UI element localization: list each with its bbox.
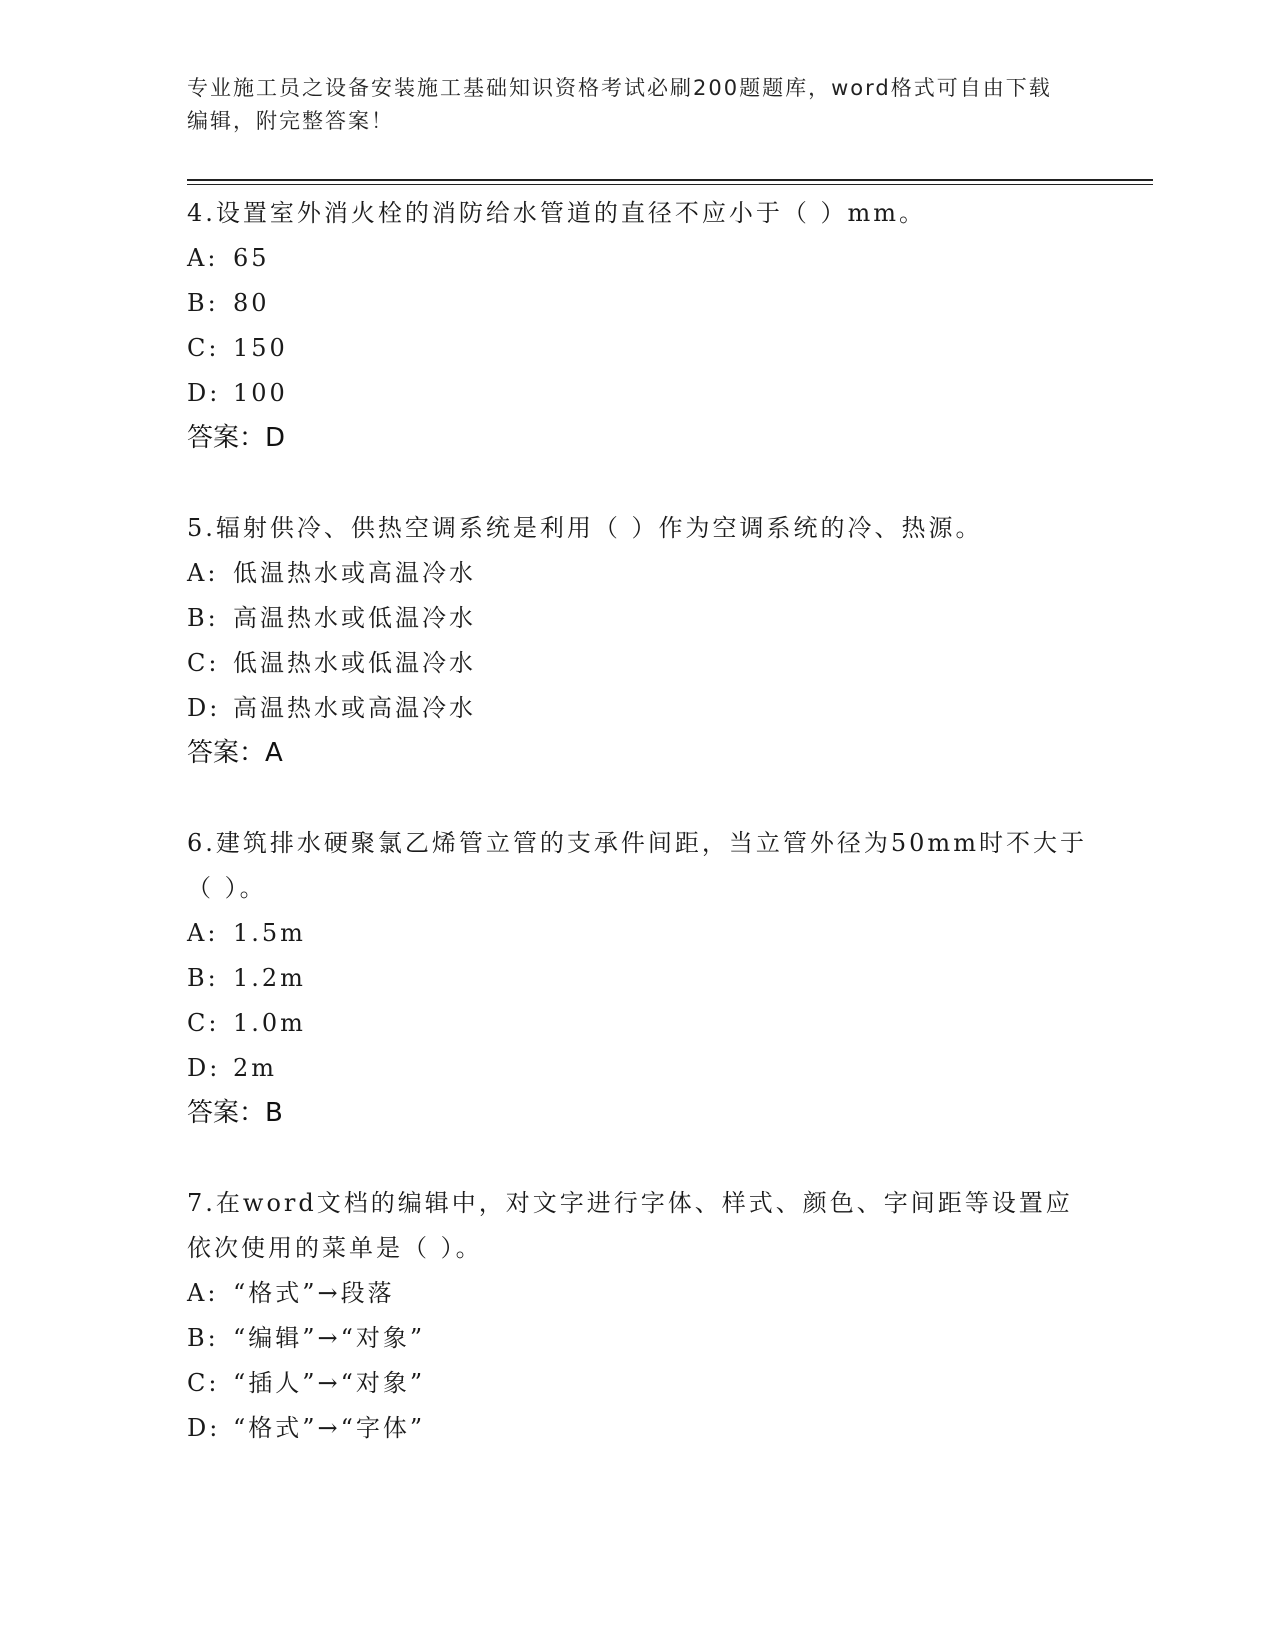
option-c: [187, 1361, 1087, 1406]
option-text: 100: [233, 379, 288, 407]
option-text: 150: [233, 334, 288, 362]
option-letter: D:: [187, 1054, 221, 1082]
option-letter: D:: [187, 1414, 221, 1442]
option-letter: C:: [187, 649, 220, 677]
option-letter: B:: [187, 1324, 219, 1352]
option-c: [187, 641, 1087, 686]
answer-line: 答案：A: [187, 738, 283, 768]
option-text: 高温热水或低温冷水: [233, 604, 476, 632]
option-letter: A:: [187, 919, 219, 947]
option-a: [187, 236, 1087, 281]
answer-line: 答案：B: [187, 1098, 283, 1128]
option-b: [187, 956, 1087, 1001]
option-text: 高温热水或高温冷水: [233, 694, 476, 722]
question-item: [187, 821, 1087, 1136]
option-d: [187, 1046, 1087, 1091]
option-letter: D:: [187, 379, 221, 407]
option-text: 65: [233, 244, 270, 272]
question-stem: 6.建筑排水硬聚氯乙烯管立管的支承件间距，当立管外径为50mm时不大于（ ）。: [187, 829, 1087, 902]
option-text: “格式”→“字体”: [233, 1414, 426, 1442]
answer-line: 答案：D: [187, 423, 286, 453]
option-letter: C:: [187, 334, 220, 362]
option-a: [187, 551, 1087, 596]
option-letter: C:: [187, 1009, 220, 1037]
option-b: [187, 1316, 1087, 1361]
option-letter: A:: [187, 1279, 219, 1307]
option-c: [187, 326, 1087, 371]
option-text: 2m: [233, 1054, 278, 1082]
option-b: [187, 596, 1087, 641]
option-letter: A:: [187, 559, 219, 587]
document-header-title: 专业施工员之设备安装施工基础知识资格考试必刷200题题库，word格式可自由下载编辑，附完整答案！: [187, 76, 1052, 133]
option-text: “格式”→段落: [233, 1279, 395, 1307]
option-letter: B:: [187, 289, 219, 317]
option-text: 低温热水或高温冷水: [233, 559, 476, 587]
option-a: [187, 911, 1087, 956]
question-item: [187, 1181, 1087, 1451]
option-text: 1.0m: [233, 1009, 306, 1037]
option-a: [187, 1271, 1087, 1316]
question-stem: 4.设置室外消火栓的消防给水管道的直径不应小于（ ）mm。: [187, 199, 927, 227]
question-item: [187, 506, 1087, 776]
header-divider-thin: [187, 184, 1153, 185]
option-d: [187, 686, 1087, 731]
question-stem: 7.在word文档的编辑中，对文字进行字体、样式、颜色、字间距等设置应依次使用的菜单是（ ）。: [187, 1189, 1073, 1262]
question-list: [187, 191, 1087, 1496]
option-text: 1.2m: [233, 964, 306, 992]
question-item: [187, 191, 1087, 461]
option-letter: C:: [187, 1369, 220, 1397]
option-d: [187, 1406, 1087, 1451]
option-b: [187, 281, 1087, 326]
question-stem: 5.辐射供冷、供热空调系统是利用（ ）作为空调系统的冷、热源。: [187, 514, 983, 542]
option-c: [187, 1001, 1087, 1046]
option-text: 1.5m: [233, 919, 306, 947]
option-text: 80: [233, 289, 270, 317]
option-text: “插人”→“对象”: [233, 1369, 426, 1397]
header-divider-thick: [187, 179, 1153, 181]
option-text: “编辑”→“对象”: [233, 1324, 426, 1352]
option-letter: B:: [187, 604, 219, 632]
option-letter: B:: [187, 964, 219, 992]
option-d: [187, 371, 1087, 416]
option-text: 低温热水或低温冷水: [233, 649, 476, 677]
option-letter: A:: [187, 244, 219, 272]
option-letter: D:: [187, 694, 221, 722]
